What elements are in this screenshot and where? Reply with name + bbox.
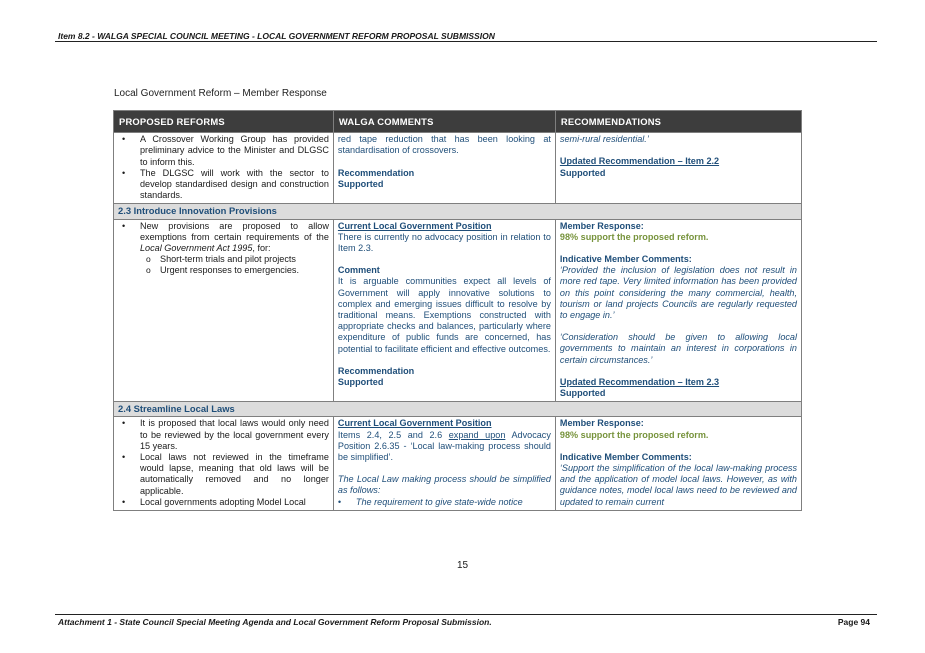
column-header-recommendations: RECOMMENDATIONS [555, 111, 801, 133]
local-law-process-text: The Local Law making process should be simplified as follows: [337, 474, 551, 496]
list-item: • The requirement to give state-wide notice [356, 497, 551, 508]
list-item: • Local governments adopting Model Local [140, 497, 329, 508]
position-text: Items 2.4, 2.5 and 2.6 expand upon Advocacy Position 2.6.35 - ‘Local law-making process should be simplified’. [337, 429, 551, 463]
recommendation-value: Supported [337, 377, 384, 388]
recommendation-heading: Recommendation [337, 167, 415, 178]
reforms-cell [114, 417, 334, 511]
page-number: 15 [456, 560, 469, 571]
indicative-comments-heading: Indicative Member Comments: [559, 254, 692, 265]
member-comment-quote: ‘Support the simplification of the local law-making process and the application of model local laws. However, as with guidance notes, model local laws need to be reviewed and updated to remain current [559, 463, 797, 507]
walga-comments-cell [333, 133, 555, 204]
reforms-cell [114, 219, 334, 402]
table-row [114, 219, 802, 402]
member-support-value: 98% support the proposed reform. [559, 231, 709, 242]
position-heading: Current Local Government Position [337, 220, 492, 231]
recommendation-heading: Recommendation [337, 365, 415, 376]
list-item: • New provisions are proposed to allow exemptions from certain requirements of the Local Government Act 1995, for: o Short-term trials and pilot projects o Urgent responses to emergencies. [140, 221, 329, 277]
sub-list-item: o Urgent responses to emergencies. [160, 265, 329, 276]
comment-text: It is arguable communities expect all levels of Government will apply innovative solutions to complex and emerging issues difficult to resolve by traditional means. Exemptions constructed with appropriate checks and balances, particularly where expenditure of public funds are concerned, has potential to facilitate efficient and effective outcomes. [337, 276, 551, 354]
sub-list-item: o Short-term trials and pilot projects [160, 254, 329, 265]
section-heading-2-3: 2.3 Introduce Innovation Provisions [114, 204, 802, 219]
recommendations-cell [555, 417, 801, 511]
updated-recommendation-heading: Updated Recommendation – Item 2.2 [559, 156, 720, 167]
indicative-comments-heading: Indicative Member Comments: [559, 451, 692, 462]
table-row [114, 417, 802, 511]
footer-page-label: Page 94 [837, 617, 870, 627]
reform-table [113, 110, 802, 511]
walga-comment-text: red tape reduction that has been looking at standardisation of crossovers. [337, 134, 551, 156]
updated-recommendation-value: Supported [559, 388, 606, 399]
list-item: • Local laws not reviewed in the timeframe would lapse, meaning that old laws will be automatically removed and no longer applicable. [140, 452, 329, 497]
list-item: • The DLGSC will work with the sector to develop standardised design and construction standards. [140, 168, 329, 202]
section-row [114, 204, 802, 219]
column-header-proposed-reforms: PROPOSED REFORMS [114, 111, 334, 133]
position-text: There is currently no advocacy position in relation to Item 2.3. [337, 231, 551, 254]
member-response-heading: Member Response: [559, 418, 644, 429]
member-comment-quote: semi-rural residential.’ [559, 134, 649, 145]
expand-upon-link: expand upon [448, 429, 506, 440]
section-heading-2-4: 2.4 Streamline Local Laws [114, 402, 802, 417]
member-support-value: 98% support the proposed reform. [559, 429, 709, 440]
walga-comments-cell [333, 417, 555, 511]
table-row [114, 133, 802, 204]
walga-comments-cell [333, 219, 555, 402]
updated-recommendation-value: Supported [559, 167, 606, 178]
section-row [114, 402, 802, 417]
column-header-walga-comments: WALGA COMMENTS [333, 111, 555, 133]
document-footer: Attachment 1 - State Council Special Meeting Agenda and Local Government Reform Proposal Submission. [58, 617, 492, 627]
list-item: • It is proposed that local laws would only need to be reviewed by the local government every 15 years. [140, 418, 329, 452]
member-comment-quote: ‘Provided the inclusion of legislation does not result in more red tape. Very limited information has been provided on this point considering the many commercial, health, tourism or land projects Councils are regularly requested to engage in.’ [559, 265, 797, 321]
position-heading: Current Local Government Position [337, 418, 492, 429]
document-header: Item 8.2 - WALGA SPECIAL COUNCIL MEETING - LOCAL GOVERNMENT REFORM PROPOSAL SUBMISSION [58, 31, 495, 41]
recommendations-cell [555, 133, 801, 204]
document-subtitle: Local Government Reform – Member Response [114, 88, 327, 99]
list-item: • A Crossover Working Group has provided preliminary advice to the Minister and DLGSC to inform this. [140, 134, 329, 168]
recommendation-value: Supported [337, 178, 384, 189]
header-rule [55, 41, 877, 42]
reforms-cell [114, 133, 334, 204]
table-header-row [114, 111, 802, 133]
footer-rule [55, 614, 877, 615]
recommendations-cell [555, 219, 801, 402]
member-comment-quote: ‘Consideration should be given to allowing local governments to maintain an interest in corporations in certain circumstances.’ [559, 332, 797, 365]
updated-recommendation-heading: Updated Recommendation – Item 2.3 [559, 376, 720, 387]
comment-heading: Comment [337, 265, 380, 276]
member-response-heading: Member Response: [559, 220, 644, 231]
